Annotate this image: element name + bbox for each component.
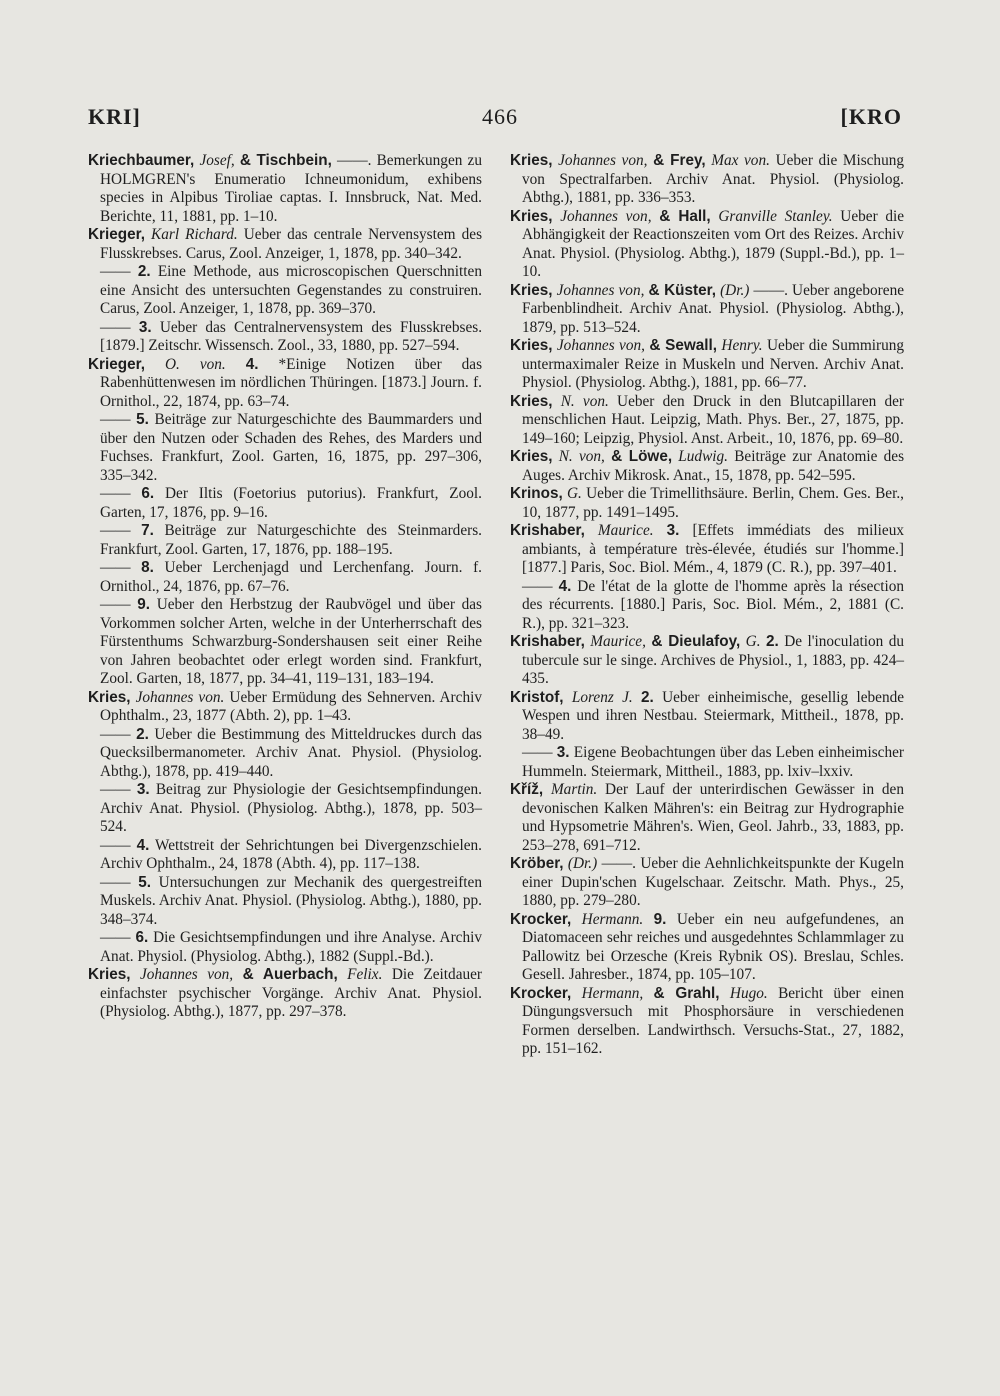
bibliography-entry xyxy=(88,356,482,412)
paper-number: 8. xyxy=(141,559,154,576)
citation-text: Ueber ein neu aufgefundenes, an Diatomaceen sehr reiches und ausgedehntes Schlammlager zu Pallowitz bei Orzesche (Kreis Rybnik OS). Breslau, Schles. Gesell. Jahresber., 1874, pp. 105–107. xyxy=(522,910,905,983)
author-name: Kröber, xyxy=(510,855,564,872)
author-given-name: Johannes von, xyxy=(556,281,645,299)
citation-text: Die Gesichtsempfindungen und ihre Analyse. Archiv Anat. Physiol. (Physiolog. Abthg.), 1882 (Suppl.-Bd.). xyxy=(100,929,483,965)
author-name: Kries, xyxy=(510,392,553,410)
bibliography-entry xyxy=(510,152,904,208)
paper-number: 3. xyxy=(138,318,152,336)
running-head-right: [KRO xyxy=(840,104,902,129)
citation-text: Ueber das centrale Nervensystem des Flusskrebses. Carus, Zool. Anzeiger, 1, 1878, pp. 340–342. xyxy=(100,226,483,262)
citation-text: Der Iltis (Foetorius putorius). Frankfurt, Zool. Garten, 17, 1876, pp. 9–16. xyxy=(100,485,482,521)
author-name: Krieger, xyxy=(88,355,145,373)
repeat-dash: —— xyxy=(100,522,131,539)
author-name: Krishaber, xyxy=(510,633,585,650)
repeat-dash: —— xyxy=(100,559,131,576)
paper-number: 2. xyxy=(137,263,151,280)
bibliography-entry xyxy=(510,448,904,485)
author-name: Krieger, xyxy=(88,226,145,243)
bibliography-entry xyxy=(88,152,482,226)
citation-text: Ueber den Druck in den Blutcapillaren der menschlichen Haut. Leipzig, Math. Phys. Ber., 27, 1875, pp. 149–160; Leipzig, Physiol. Anst. Arbeit., 10, 1876, pp. 69–80. xyxy=(522,392,904,447)
bibliography-entry xyxy=(88,966,482,1022)
author-name: Kříž, xyxy=(510,781,544,798)
coauthor-name: & Küster, xyxy=(648,281,716,299)
author-name: Krishaber, xyxy=(510,522,585,539)
paper-number: 5. xyxy=(138,873,151,891)
citation-text: Beiträge zur Anatomie des Auges. Archiv Mikrosk. Anat., 15, 1878, pp. 542–595. xyxy=(522,448,905,484)
paper-number: 6. xyxy=(135,929,149,946)
bibliography-entry xyxy=(510,208,904,282)
coauthor-given-name: G. xyxy=(745,633,761,650)
coauthor-name: & Grahl, xyxy=(653,984,720,1002)
coauthor-given-name: Henry. xyxy=(721,337,763,354)
bibliography-subentry xyxy=(88,929,482,966)
author-name: Kristof, xyxy=(510,688,564,706)
citation-text: ——. Ueber die Aehnlichkeitspunkte der Kugeln einer Dupin'schen Kugelschaar. Zeitschr. Math. Phys., 25, 1880, pp. 279–280. xyxy=(522,855,905,909)
paper-number: 3. xyxy=(666,522,680,539)
author-given-name: Maurice, xyxy=(590,633,646,650)
author-given-name: Johannes von. xyxy=(135,688,225,706)
repeat-dash: —— xyxy=(100,781,131,798)
citation-text: Beitrag zur Physiologie der Gesichtsempfindungen. Archiv Anat. Physiol. (Physiolog. Abthg.), 1878, pp. 503–524. xyxy=(100,781,483,835)
author-given-name: Karl Richard. xyxy=(151,226,238,243)
author-given-name: Johannes von, xyxy=(558,152,648,169)
citation-text: Ueber Lerchenjagd und Lerchenfang. Journ. f. Ornithol., 24, 1876, pp. 67–76. xyxy=(100,559,482,595)
coauthor-name: & Hall, xyxy=(659,207,711,225)
bibliography-subentry xyxy=(88,837,482,874)
author-given-name: Hermann. xyxy=(581,910,644,928)
citation-text: Ueber den Herbstzug der Raubvögel und über das Vorkommen solcher Arten, welche in der Unterherrschaft des Fürstenthums Schwarzburg-Sondershausen seit einer Reihe von Jahren beobachtet oder erlegt worden sind. Frankfurt, Zool. Garten, 18, 1877, pp. 34–41, 119–131, 183–194. xyxy=(100,596,482,687)
citation-text: Ueber die Trimellithsäure. Berlin, Chem. Ges. Ber., 10, 1877, pp. 1491–1495. xyxy=(522,485,904,521)
bibliography-subentry xyxy=(88,263,482,319)
citation-text: Eine Methode, aus microscopischen Querschnitten eine Ansicht des untersuchten Gegenstandes zu construiren. Carus, Zool. Anzeiger, 1, 1878, pp. 369–370. xyxy=(100,263,482,317)
bibliography-subentry xyxy=(88,411,482,485)
author-name: Kries, xyxy=(510,152,553,169)
coauthor-name: & Frey, xyxy=(653,152,706,169)
bibliography-subentry xyxy=(510,744,904,781)
author-name: Krocker, xyxy=(510,984,572,1002)
author-name: Krocker, xyxy=(510,910,572,928)
citation-text: [Effets immédiats des milieux ambiants, à température très-élevée, étudiés sur l'homme.] [1877.] Paris, Soc. Biol. Mém., 4, 1879 (C. R.), pp. 397–401. xyxy=(522,522,904,576)
paper-number: 4. xyxy=(558,577,572,595)
author-name: Kriechbaumer, xyxy=(88,152,195,169)
author-given-name: Johannes von, xyxy=(139,966,234,983)
author-name: Kries, xyxy=(88,966,131,983)
citation-text: Ueber einheimische, gesellig lebende Wespen und ihren Nestbau. Steiermark, Mittheil., 1878, pp. 38–49. xyxy=(522,688,905,743)
bibliography-subentry xyxy=(88,781,482,837)
paper-number: 5. xyxy=(136,411,149,428)
repeat-dash: —— xyxy=(100,596,131,613)
author-name: Kries, xyxy=(510,207,553,225)
bibliography-entry xyxy=(510,689,904,745)
citation-text: Ueber die Abhängigkeit der Reactionszeiten vom Ort des Reizes. Archiv Anat. Physiol. (Physiolog. Abthg.), 1879 (Suppl.-Bd.), pp. 1–10. xyxy=(522,207,905,280)
paper-number: 2. xyxy=(641,688,654,706)
author-given-name: Johannes von, xyxy=(560,207,652,225)
repeat-dash: —— xyxy=(100,263,131,280)
paper-number: 4. xyxy=(136,836,150,854)
author-given-name: Hermann, xyxy=(581,984,644,1002)
author-given-name: Josef, xyxy=(199,152,235,169)
author-given-name: G. xyxy=(566,485,582,502)
citation-text: Ueber die Bestimmung des Mitteldruckes durch das Quecksilbermanometer. Archiv Anat. Physiol. (Physiolog. Abthg.), 1878, pp. 419–440. xyxy=(100,725,483,780)
author-name: Kries, xyxy=(510,281,553,299)
coauthor-name: & Sewall, xyxy=(649,337,718,354)
author-given-name: (Dr.) xyxy=(567,855,598,872)
bibliography-subentry xyxy=(510,578,904,634)
repeat-dash: —— xyxy=(100,725,131,743)
coauthor-name: & Tischbein, xyxy=(239,152,332,169)
bibliography-subentry xyxy=(88,726,482,782)
page-number: 466 xyxy=(482,104,518,129)
bibliography-entry xyxy=(88,689,482,726)
bibliography-entry xyxy=(88,226,482,263)
repeat-dash: —— xyxy=(522,744,553,761)
paper-number: 6. xyxy=(141,485,155,502)
bibliography-entry xyxy=(510,911,904,985)
citation-text: Eigene Beobachtungen über das Leben einheimischer Hummeln. Steiermark, Mittheil., 1883, pp. lxiv–lxxiv. xyxy=(522,744,904,780)
bibliography-subentry xyxy=(88,485,482,522)
repeat-dash: —— xyxy=(100,411,131,428)
paper-number: 9. xyxy=(137,596,151,613)
repeat-dash: —— xyxy=(522,577,553,595)
citation-text: Der Lauf der unterirdischen Gewässer in den devonischen Kalken Mähren's: ein Beitrag zur Hydrographie und Hypsometrie Mähren's. Wien, Geol. Jahrb., 33, 1883, pp. 253–278, 691–712. xyxy=(522,781,904,854)
author-given-name: N. von, xyxy=(558,448,605,465)
bibliography-entry xyxy=(510,781,904,855)
citation-text: ——. Bemerkungen zu HOLMGREN's Enumeratio Ichneumonidum, exhibens species in Alpibus Tiroliae captas. I. Innsbruck, Nat. Med. Berichte, 11, 1881, pp. 1–10. xyxy=(100,152,482,225)
paper-number: 2. xyxy=(765,633,779,650)
paper-number: 4. xyxy=(245,355,259,373)
citation-text: Ueber Ermüdung des Sehnerven. Archiv Ophthalm., 23, 1877 (Abth. 2), pp. 1–43. xyxy=(100,688,482,724)
citation-text: Ueber die Mischung von Spectralfarben. Archiv Anat. Physiol. (Physiolog. Abthg.), 1881, pp. 336–353. xyxy=(522,152,905,206)
author-name: Kries, xyxy=(510,337,553,354)
citation-text: Die Zeitdauer einfachster psychischer Vorgänge. Archiv Anat. Physiol. (Physiolog. Abthg.), 1877, pp. 297–378. xyxy=(100,966,483,1020)
paper-number: 7. xyxy=(141,522,154,539)
bibliography-subentry xyxy=(88,522,482,559)
bibliography-entry xyxy=(510,855,904,911)
paper-number: 2. xyxy=(136,725,149,743)
bibliography-entry xyxy=(510,485,904,522)
left-column xyxy=(88,152,482,1022)
author-given-name: Lorenz J. xyxy=(571,688,633,706)
citation-text: Wettstreit der Sehrichtungen bei Divergenzschielen. Archiv Ophthalm., 24, 1878 (Abth. 4), pp. 117–138. xyxy=(100,836,482,872)
repeat-dash: —— xyxy=(100,318,131,336)
bibliography-entry xyxy=(510,985,904,1059)
citation-text: Untersuchungen zur Mechanik des quergestreiften Muskels. Archiv Anat. Physiol. (Physiolog. Abthg.), 1880, pp. 348–374. xyxy=(100,873,482,928)
coauthor-name: & Dieulafoy, xyxy=(651,633,741,650)
bibliography-entry xyxy=(510,282,904,338)
bibliography-entry xyxy=(510,522,904,578)
paper-number: 3. xyxy=(556,744,570,761)
bibliography-entry xyxy=(510,337,904,393)
citation-text: Ueber die Summirung untermaximaler Reize in Muskeln und Nerven. Archiv Anat. Physiol. (Physiolog. Abthg.), 1881, pp. 66–77. xyxy=(522,337,905,391)
coauthor-given-name: Granville Stanley. xyxy=(718,207,833,225)
bibliography-subentry xyxy=(88,596,482,689)
bibliography-subentry xyxy=(88,319,482,356)
citation-text: *Einige Notizen über das Rabenhüttenwesen im nördlichen Thüringen. [1873.] Journ. f. Ornithol., 22, 1874, pp. 63–74. xyxy=(100,355,483,410)
paper-number: 9. xyxy=(653,910,667,928)
author-name: Kries, xyxy=(510,448,553,465)
coauthor-given-name: Ludwig. xyxy=(678,448,729,465)
coauthor-given-name: (Dr.) xyxy=(720,281,750,299)
author-given-name: O. von. xyxy=(164,355,226,373)
repeat-dash: —— xyxy=(100,873,131,891)
bibliography-subentry xyxy=(88,874,482,930)
citation-text: Bericht über einen Düngungsversuch mit Phosphorsäure in verschiedenen Formen derselben. Landwirthsch. Versuchs-Stat., 27, 1882, pp. 151–162. xyxy=(522,984,905,1057)
running-head-left: KRI] xyxy=(88,104,141,129)
citation-text: Beiträge zur Naturgeschichte des Steinmarders. Frankfurt, Zool. Garten, 17, 1876, pp. 188–195. xyxy=(100,522,482,558)
coauthor-name: & Löwe, xyxy=(611,448,673,465)
right-column xyxy=(510,152,904,1059)
citation-text: Beiträge zur Naturgeschichte des Baummarders und über den Nutzen oder Schaden des Rehes, des Marders und Fuchses. Frankfurt, Zool. Garten, 16, 1875, pp. 297–306, 335–342. xyxy=(100,411,482,484)
coauthor-given-name: Max von. xyxy=(711,152,770,169)
author-given-name: Martin. xyxy=(550,781,598,798)
repeat-dash: —— xyxy=(100,836,131,854)
author-name: Kries, xyxy=(88,688,131,706)
author-name: Krinos, xyxy=(510,485,563,502)
author-given-name: N. von. xyxy=(560,392,609,410)
repeat-dash: —— xyxy=(100,485,131,502)
citation-text: De l'état de la glotte de l'homme après la résection des récurrents. [1880.] Paris, Soc. Biol. Mém., 2, 1881 (C. R.), pp. 321–323. xyxy=(522,577,905,632)
author-given-name: Johannes von, xyxy=(556,337,645,354)
bibliography-entry xyxy=(510,633,904,689)
bibliography-entry xyxy=(510,393,904,449)
repeat-dash: —— xyxy=(100,929,131,946)
coauthor-name: & Auerbach, xyxy=(242,966,338,983)
citation-text: De l'inoculation du tubercule sur le singe. Archives de Physiol., 1, 1883, pp. 424–435. xyxy=(522,633,905,687)
bibliography-subentry xyxy=(88,559,482,596)
citation-text: Ueber das Centralnervensystem des Flusskrebses. [1879.] Zeitschr. Wissensch. Zool., 33, 1880, pp. 527–594. xyxy=(100,318,483,354)
coauthor-given-name: Hugo. xyxy=(729,984,768,1002)
citation-text: ——. Ueber angeborene Farbenblindheit. Archiv Anat. Physiol. (Physiolog. Abthg.), 1879, pp. 513–524. xyxy=(522,281,905,336)
coauthor-given-name: Felix. xyxy=(347,966,383,983)
paper-number: 3. xyxy=(136,781,150,798)
author-given-name: Maurice. xyxy=(597,522,654,539)
